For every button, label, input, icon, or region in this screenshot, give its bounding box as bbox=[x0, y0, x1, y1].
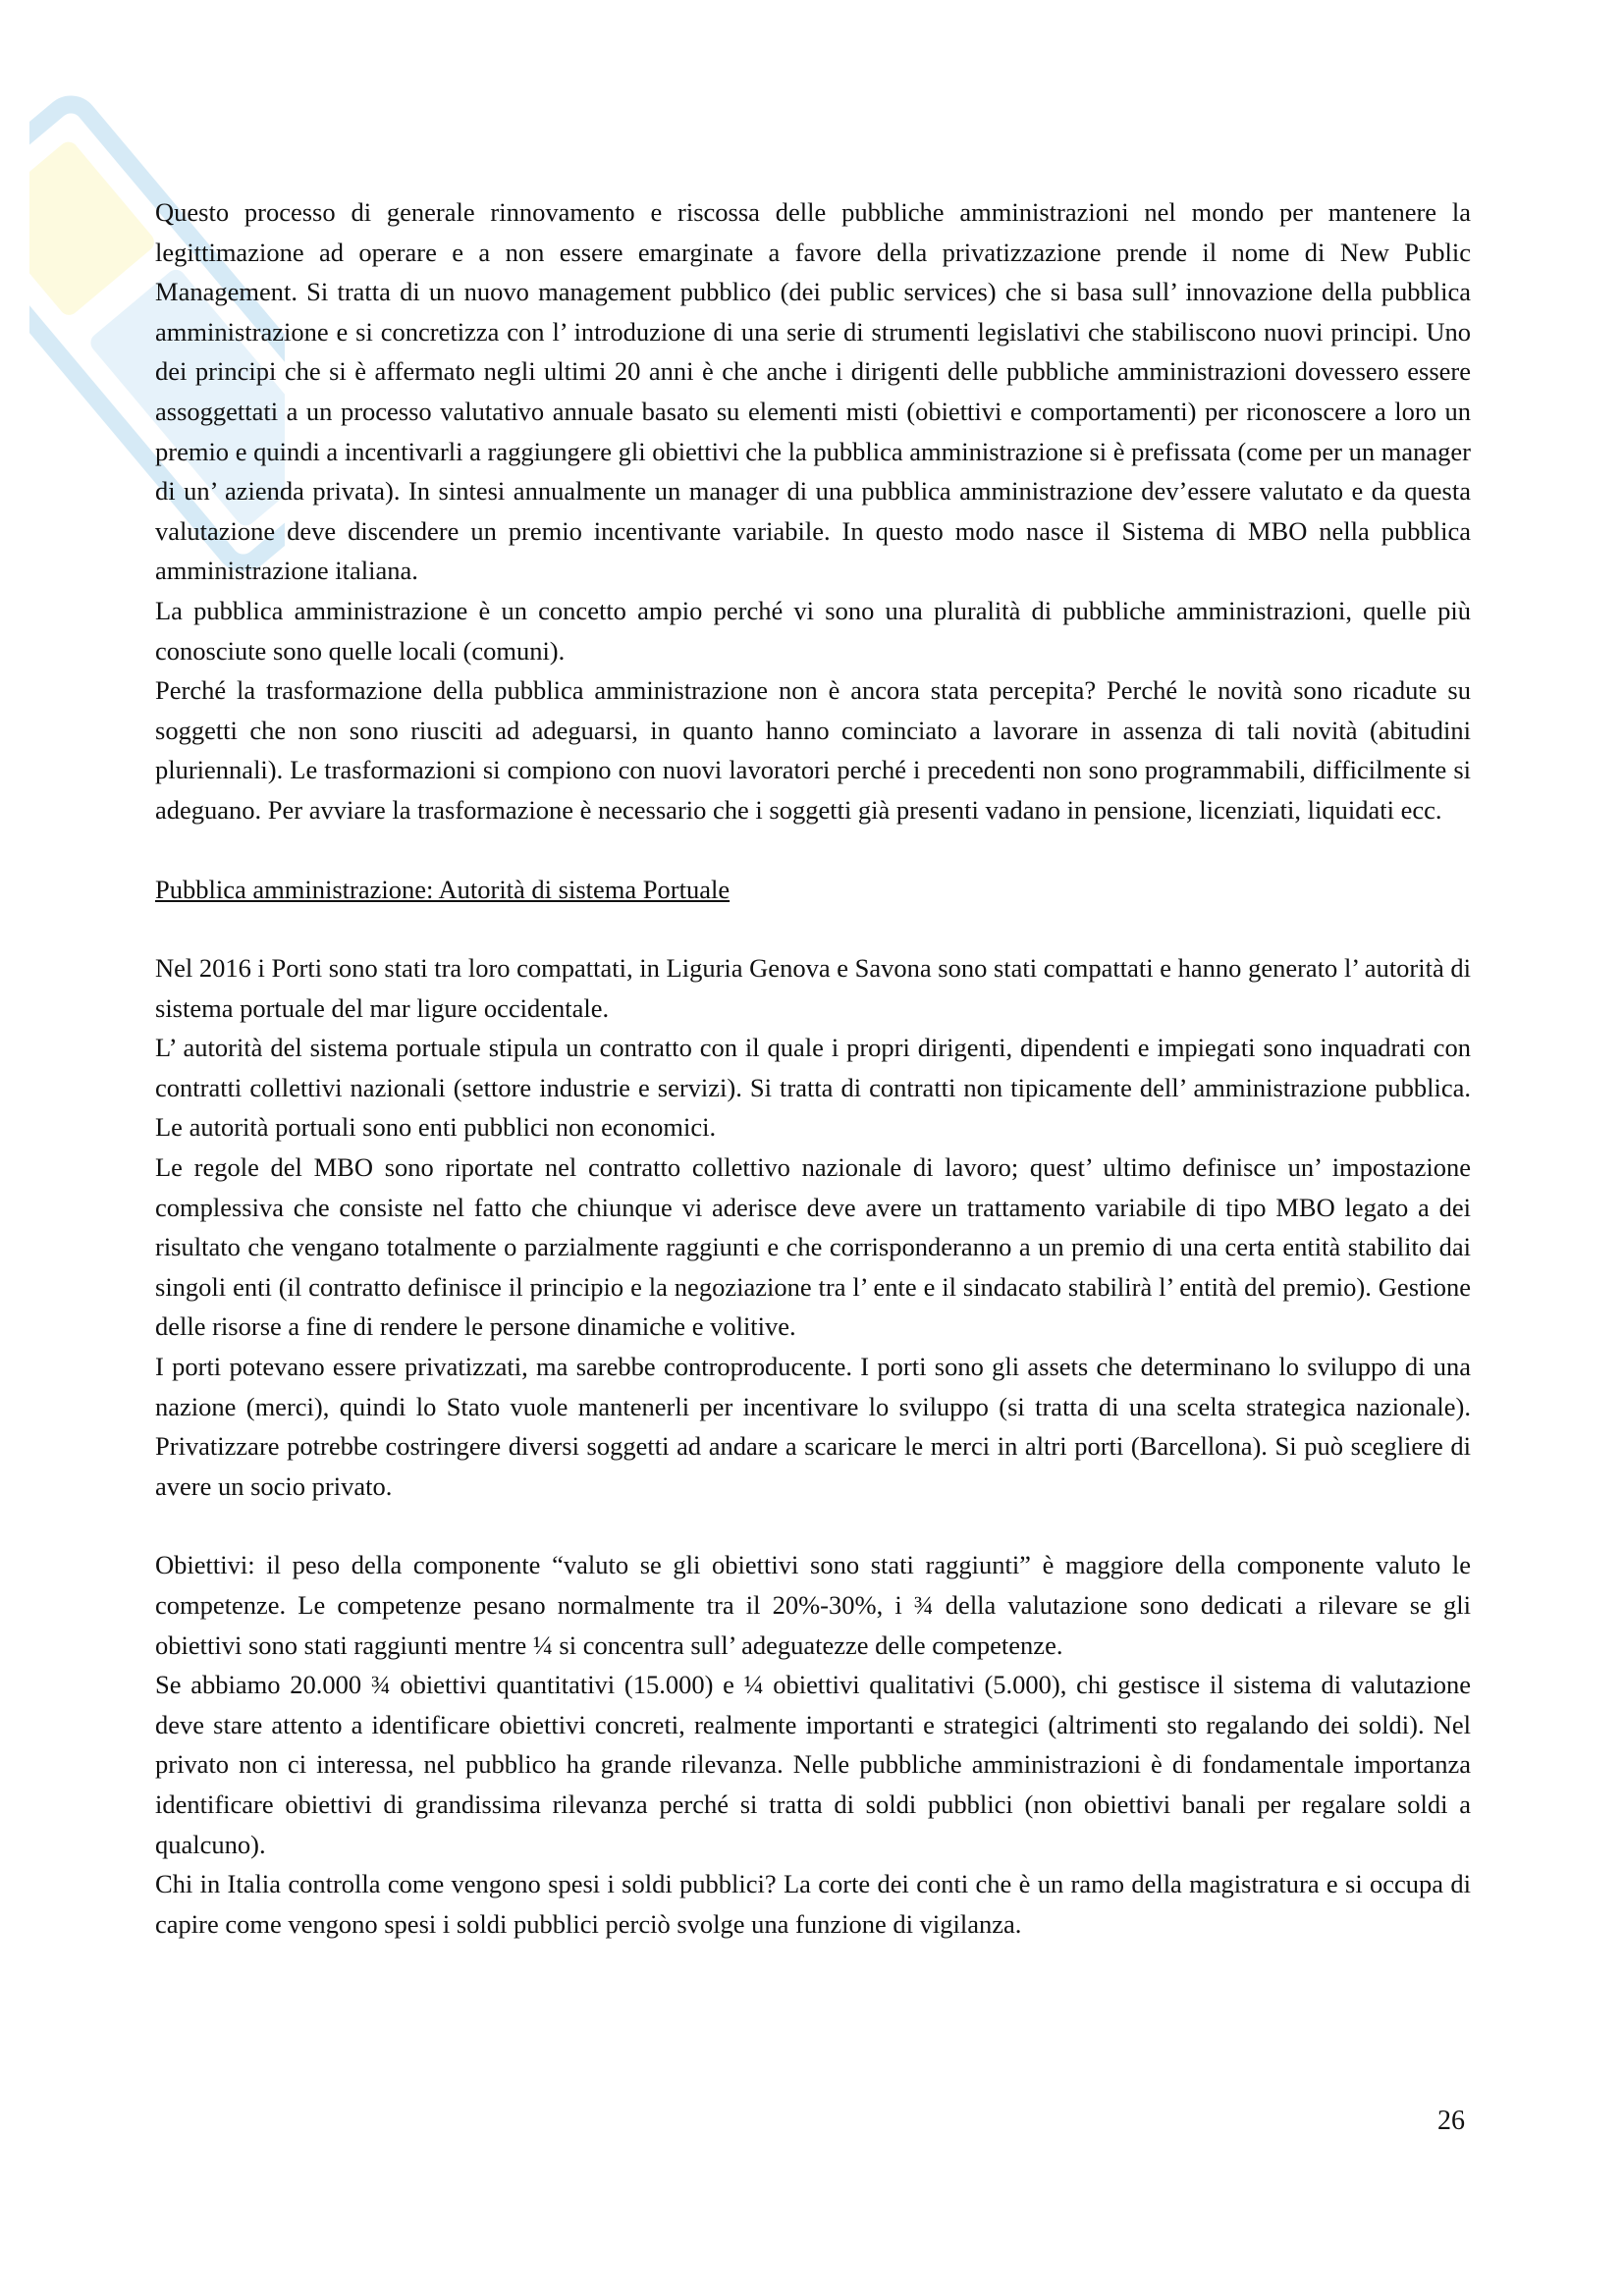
paragraph: Nel 2016 i Porti sono stati tra loro compattati, in Liguria Genova e Savona sono stati compattati e hanno generato l’ autorità di sistema portuale del mar ligure occidentale. bbox=[155, 953, 1471, 1023]
paragraph: Le regole del MBO sono riportate nel contratto collettivo nazionale di lavoro; quest’ ultimo definisce un’ impostazione complessiva che consiste nel fatto che chiunque vi aderisce deve avere un trattamento variabile di tipo MBO legato a dei risultato che vengano totalmente o parzialmente raggiunti e che corrisponderanno a un premio di una certa entità stabilito dai singoli enti (il contratto definisce il principio e la negoziazione tra l’ ente e il sindacato stabilirà l’ entità del premio). Gestione delle risorse a fine di rendere le persone dinamiche e volitive. bbox=[155, 1152, 1471, 1342]
paragraph: Questo processo di generale rinnovamento e riscossa delle pubbliche amministrazioni nel mondo per mantenere la legittimazione ad operare e a non essere emarginate a favore della privatizzazione prende il nome di New Public Management. Si tratta di un nuovo management pubblico (dei public services) che si basa sull’ innovazione della pubblica amministrazione e si concretizza con l’ introduzione di una serie di strumenti legislativi che stabiliscono nuovi principi. Uno dei principi che si è affermato negli ultimi 20 anni è che anche i dirigenti delle pubbliche amministrazioni dovessero essere assoggettati a un processo valutativo annuale basato su elementi misti (obiettivi e comportamenti) per riconoscere a loro un premio e quindi a incentivarli a raggiungere gli obiettivi che la pubblica amministrazione si è prefissata (come per un manager di un’ azienda privata). In sintesi annualmente un manager di una pubblica amministrazione dev’essere valutato e da questa valutazione deve discendere un premio incentivante variabile. In questo modo nasce il Sistema di MBO nella pubblica amministrazione italiana. bbox=[155, 197, 1471, 586]
page-number: 26 bbox=[1437, 2106, 1465, 2136]
paragraph: Perché la trasformazione della pubblica amministrazione non è ancora stata percepita? Perché le novità sono ricadute su soggetti che non sono riusciti ad adeguarsi, in quanto hanno cominciato a lavorare in assenza di tali novità (abitudini pluriennali). Le trasformazioni si compiono con nuovi lavoratori perché i precedenti non sono programmabili, difficilmente si adeguano. Per avviare la trasformazione è necessario che i soggetti già presenti vadano in pensione, licenziati, liquidati ecc. bbox=[155, 675, 1471, 825]
section-heading: Pubblica amministrazione: Autorità di sistema Portuale bbox=[155, 874, 731, 904]
paragraph: L’ autorità del sistema portuale stipula un contratto con il quale i propri dirigenti, dipendenti e impiegati sono inquadrati con contratti collettivi nazionali (settore industrie e servizi). Si tratta di contratti non tipicamente dell’ amministrazione pubblica. Le autorità portuali sono enti pubblici non economici. bbox=[155, 1033, 1471, 1143]
paragraph: La pubblica amministrazione è un concetto ampio perché vi sono una pluralità di pubbliche amministrazioni, quelle più conosciute sono quelle locali (comuni). bbox=[155, 595, 1471, 666]
document-body bbox=[155, 192, 1471, 1944]
paragraph: Chi in Italia controlla come vengono spesi i soldi pubblici? La corte dei conti che è un ramo della magistratura e si occupa di capire come vengono spesi i soldi pubblici perciò svolge una funzione di vigilanza. bbox=[155, 1869, 1471, 1939]
paragraph: Obiettivi: il peso della componente “valuto se gli obiettivi sono stati raggiunti” è maggiore della componente valuto le competenze. Le competenze pesano normalmente tra il 20%-30%, i ¾ della valutazione sono dedicati a rilevare se gli obiettivi sono stati raggiunti mentre ¼ si concentra sull’ adeguatezze delle competenze. bbox=[155, 1550, 1471, 1660]
paragraph: Se abbiamo 20.000 ¾ obiettivi quantitativi (15.000) e ¼ obiettivi qualitativi (5.000), chi gestisce il sistema di valutazione deve stare attento a identificare obiettivi concreti, realmente importanti e strategici (altrimenti sto regalando dei soldi). Nel privato non ci interessa, nel pubblico ha grande rilevanza. Nelle pubbliche amministrazioni è di fondamentale importanza identificare obiettivi di grandissima rilevanza perché si tratta di soldi pubblici (non obiettivi banali per regalare soldi a qualcuno). bbox=[155, 1670, 1471, 1859]
paragraph: I porti potevano essere privatizzati, ma sarebbe controproducente. I porti sono gli assets che determinano lo sviluppo di una nazione (merci), quindi lo Stato vuole mantenerli per incentivare lo sviluppo (si tratta di una scelta strategica nazionale). Privatizzare potrebbe costringere diversi soggetti ad andare a scaricare le merci in altri porti (Barcellona). Si può scegliere di avere un socio privato. bbox=[155, 1352, 1471, 1501]
